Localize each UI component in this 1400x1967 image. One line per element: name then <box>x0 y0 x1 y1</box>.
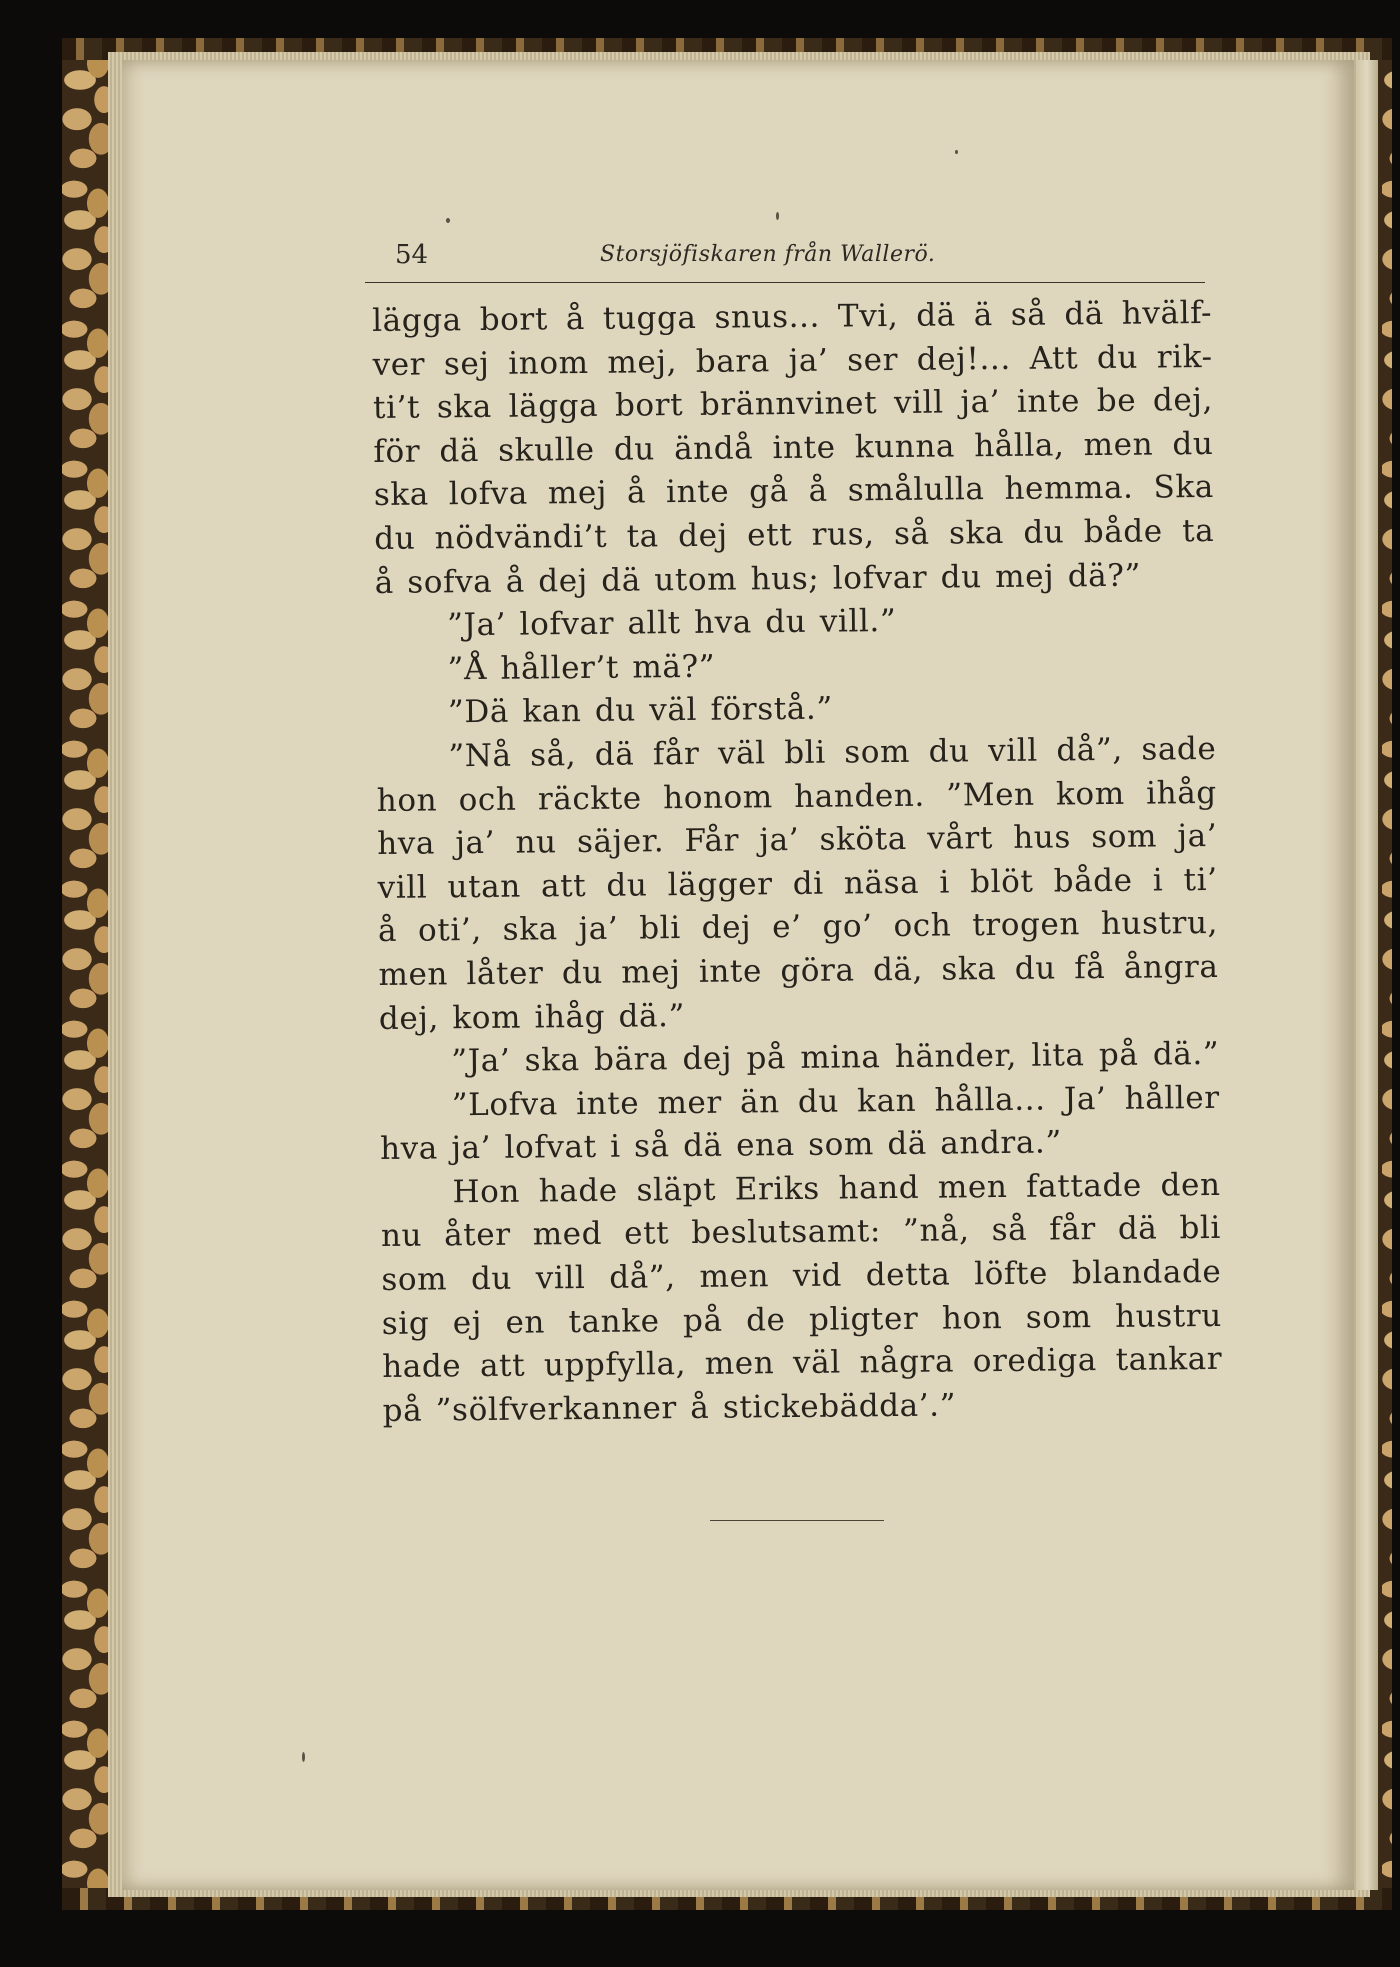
running-title: Storsjöfiskaren från Wallerö. <box>600 242 936 267</box>
page-header <box>365 232 1205 283</box>
paper-speck <box>776 212 779 220</box>
text-line: som du vill då”, men vid detta löfte blandade <box>381 1253 1222 1299</box>
text-line: men låter du mej inte göra dä, ska du få ångra <box>378 948 1219 993</box>
text-line: dej, kom ihåg dä.” <box>378 997 686 1037</box>
paper-speck <box>302 1752 305 1762</box>
text-line: Hon hade släpt Eriks hand men fattade den <box>452 1166 1221 1211</box>
body-text <box>372 292 1223 1433</box>
text-line: ”Ja’ lofvar allt hva du vill.” <box>446 603 897 644</box>
text-line: sig ej en tanke på de pligter hon som hustru <box>381 1297 1222 1342</box>
text-line: du nödvändi’t ta dej ett rus, så ska du både ta <box>374 512 1215 557</box>
end-rule <box>710 1520 884 1521</box>
text-line: lägga bort å tugga snus... Tvi, dä ä så dä hvälf- <box>372 294 1213 339</box>
text-line: ”Å håller’t mä?” <box>447 648 716 688</box>
text-line: å sofva å dej dä utom hus; lofvar du mej dä?” <box>374 557 1142 601</box>
paper-speck <box>955 150 958 154</box>
text-line: ti’t ska lägga bort brännvinet vill ja’ inte be dej, <box>372 382 1214 427</box>
text-line: för dä skulle du ändå inte kunna hålla, men du <box>373 425 1214 470</box>
text-line: hon och räckte honom handen. ”Men kom ihåg <box>376 774 1217 819</box>
text-line: ”Lofva inte mer än du kan hålla... Ja’ håller <box>451 1079 1220 1123</box>
text-line: ”Nå så, dä får väl bli som du vill då”, sade <box>448 730 1217 775</box>
text-line: å oti’, ska ja’ bli dej e’ go’ och trogen hustru, <box>377 905 1219 950</box>
paper-speck <box>446 218 450 223</box>
text-line: ”Dä kan du väl förstå.” <box>447 690 833 731</box>
text-line: ”Ja’ ska bära dej på mina händer, lita på dä.” <box>451 1035 1220 1080</box>
text-line: nu åter med ett beslutsamt: ”nå, så får dä bli <box>380 1210 1222 1255</box>
text-line: hade att uppfylla, men väl några orediga tankar <box>382 1341 1223 1386</box>
text-line: hva ja’ nu säjer. Får ja’ sköta vårt hus som ja’ <box>377 818 1218 863</box>
text-line: vill utan att du lägger di näsa i blöt både i ti’ <box>377 861 1218 906</box>
text-line: ska lofva mej å inte gå å smålulla hemma. Ska <box>373 469 1215 514</box>
text-line: hva ja’ lofvat i så dä ena som dä andra.” <box>379 1124 1063 1168</box>
page-number: 54 <box>395 240 429 270</box>
text-line: ver sej inom mej, bara ja’ ser dej!... Att du rik- <box>372 338 1213 383</box>
text-line: på ”sölfverkanner å stickebädda’.” <box>382 1387 957 1429</box>
gutter-leaf <box>1356 60 1378 1890</box>
